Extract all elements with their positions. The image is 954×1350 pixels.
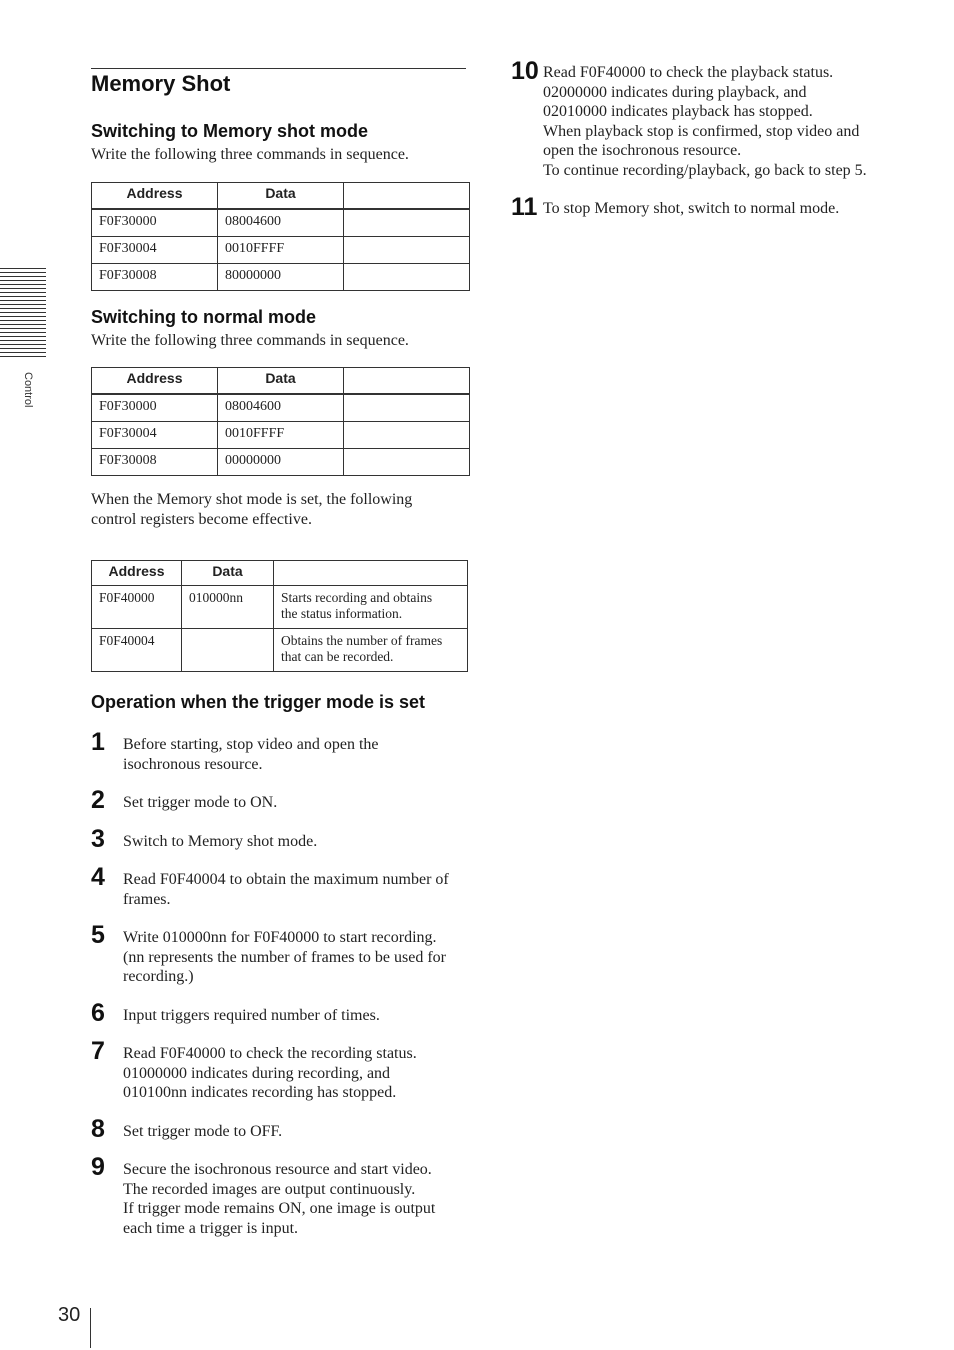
left-column [91,68,469,1238]
address-cell: F0F30000 [92,394,218,422]
step-text-line: When playback stop is confirmed, stop video and [543,122,860,140]
step-item [91,998,469,1027]
table-row [92,629,468,672]
data-cell: 0010FFFF [218,422,344,449]
page-number-divider [90,1308,91,1348]
page-number: 30 [58,1304,81,1326]
step-number: 6 [91,998,105,1027]
step-number: 3 [91,824,105,853]
table-row [92,263,470,290]
data-cell: 08004600 [218,394,344,422]
chapter-tab-marker [0,268,46,360]
step-text-line: Secure the isochronous resource and start video. [123,1161,432,1178]
step-number: 4 [91,863,105,891]
column-header: Address [92,368,218,395]
data-cell: 010000nn [182,586,274,629]
step-text-line: each time a trigger is input. [123,1219,299,1237]
description-line: Starts recording and obtains [281,590,433,605]
step-number: 8 [91,1114,105,1143]
step-text-line: If trigger mode remains ON, one image is output [123,1200,436,1217]
address-cell: F0F30008 [92,449,218,476]
column-header: Data [218,182,344,209]
description-cell [274,629,468,672]
note-cell [344,449,470,476]
step-text-line: Read F0F40000 to check the recording status. [123,1045,417,1062]
step-text-line: 010100nn indicates recording has stopped. [123,1084,397,1101]
address-cell: F0F30004 [92,422,218,449]
step-text-line: Write 010000nn for F0F40000 to start recording. [123,929,437,946]
address-cell: F0F40000 [92,586,182,629]
step-number: 9 [91,1153,105,1181]
step-item [91,921,469,987]
step-item [511,57,911,180]
register-table-memory-shot [91,182,470,291]
section-intro: Write the following three commands in sequence. [91,331,409,349]
step-text-line: The recorded images are output continuously. [123,1180,416,1198]
step-number: 1 [91,728,105,756]
step-item [91,786,469,814]
column-header: Data [182,561,274,586]
step-item [91,1153,469,1238]
step-text-line: To continue recording/playback, go back to step 5. [543,161,867,179]
note-cell [344,209,470,237]
right-column [511,57,911,221]
table-header-row [92,368,470,395]
page-title: Memory Shot [91,71,231,96]
note-cell [344,263,470,290]
step-text-line: 02010000 indicates playback has stopped. [543,103,813,120]
column-header [344,182,470,209]
description-line: Obtains the number of frames [281,633,443,648]
side-chapter-label: Control [22,372,34,408]
effective-text-line: control registers become effective. [91,510,312,528]
step-text-line: Input triggers required number of times. [123,1006,380,1024]
section-heading-memory-shot-mode: Switching to Memory shot mode [91,121,369,141]
control-register-table [91,560,468,672]
register-table-normal-mode [91,367,470,476]
table-row [92,422,470,449]
step-text-line: Before starting, stop video and open the [123,736,379,753]
step-item [91,824,469,853]
step-item [511,193,911,221]
note-cell [344,422,470,449]
step-item [91,863,469,909]
step-item [91,728,469,774]
step-text-line: Set trigger mode to ON. [123,794,278,811]
step-text-line: (nn represents the number of frames to be used for [123,948,446,966]
column-header: Address [92,182,218,209]
step-text-line: Read F0F40004 to obtain the maximum number of [123,871,449,888]
note-cell [344,394,470,422]
data-cell: 08004600 [218,209,344,237]
address-cell: F0F40004 [92,629,182,672]
table-header-row [92,182,470,209]
step-number: 2 [91,786,105,814]
address-cell: F0F30004 [92,236,218,263]
step-text-line: frames. [123,890,171,908]
description-cell [274,586,468,629]
step-text-line: recording.) [123,968,194,985]
step-text-line: Set trigger mode to OFF. [123,1122,283,1140]
table-row [92,394,470,422]
step-text-line: To stop Memory shot, switch to normal mode. [543,200,840,217]
data-cell: 0010FFFF [218,236,344,263]
data-cell: 80000000 [218,263,344,290]
step-text-line: open the isochronous resource. [543,142,742,159]
section-heading-normal-mode: Switching to normal mode [91,306,317,327]
section-heading-trigger-mode: Operation when the trigger mode is set [91,692,426,712]
note-cell [344,236,470,263]
description-line: the status information. [281,606,403,621]
column-header: Data [218,368,344,395]
table-row [92,449,470,476]
table-row [92,236,470,263]
step-text-line: Switch to Memory shot mode. [123,832,318,850]
step-item [91,1037,469,1103]
step-number: 5 [91,921,105,949]
step-text-line: Read F0F40000 to check the playback status. [543,64,834,81]
step-item [91,1114,469,1143]
step-number: 7 [91,1037,105,1065]
column-header [344,368,470,395]
table-row [92,586,468,629]
column-header [274,561,468,586]
step-number: 10 [511,57,539,85]
section-intro: Write the following three commands in sequence. [91,146,409,163]
address-cell: F0F30008 [92,263,218,290]
column-header: Address [92,561,182,586]
step-text-line: 02000000 indicates during playback, and [543,83,807,101]
step-text-line: isochronous resource. [123,755,263,773]
description-line: that can be recorded. [281,649,394,664]
step-number: 11 [511,193,538,221]
effective-text-line: When the Memory shot mode is set, the following [91,491,413,508]
table-row [92,209,470,237]
table-header-row [92,561,468,586]
address-cell: F0F30000 [92,209,218,237]
data-cell [182,629,274,672]
data-cell: 00000000 [218,449,344,476]
step-text-line: 01000000 indicates during recording, and [123,1064,391,1082]
